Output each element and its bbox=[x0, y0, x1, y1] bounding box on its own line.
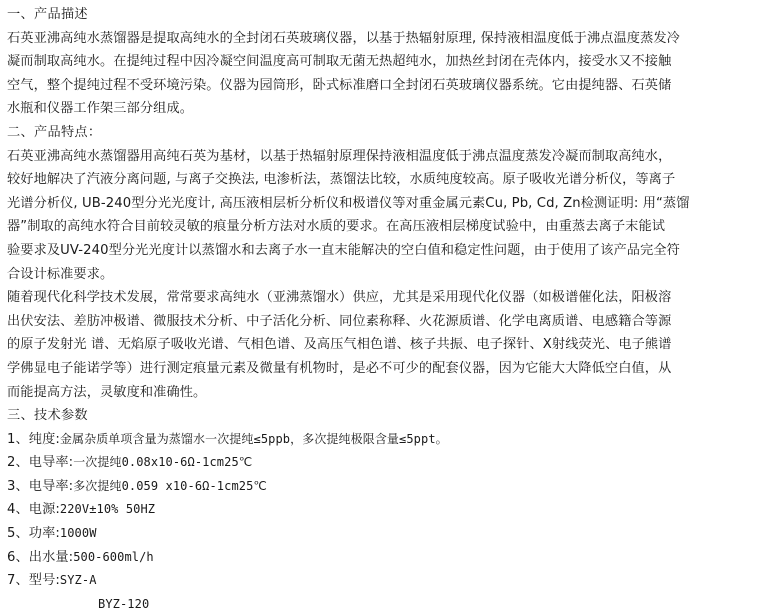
features-line: 石英亚沸高纯水蒸馏器用高纯石英为基材，以基于热辐射原理保持液相温度低于沸点温度蒸发冷凝而制取高纯水， bbox=[7, 148, 672, 164]
features-line: 光谱分析仪, UB-240型分光光度计, 高压液相层析分析仪和极谱仪等对重金属元素Cu, Pb, Cd, Zn检测证明: 用“蒸馏 bbox=[7, 195, 690, 211]
spec-value: 220V±10% 50HZ bbox=[59, 502, 156, 517]
spec-value: 金属杂质单项含量为蒸馏水一次提纯≤5ppb，多次提纯极限含量≤5ppt。 bbox=[59, 431, 448, 446]
spec-purity bbox=[7, 428, 759, 452]
features-line: 合设计标准要求。 bbox=[7, 266, 114, 282]
spec-model bbox=[7, 569, 759, 593]
description-line: 水瓶和仪器工作架三部分组成。 bbox=[7, 101, 194, 117]
spec-conductivity-single bbox=[7, 451, 759, 475]
spec-label: 4、电源: bbox=[7, 502, 60, 518]
description-line: 石英亚沸高纯水蒸馏器是提取高纯水的全封闭石英玻璃仪器，以基于热辐射原理, 保持液相温度低于沸点温度蒸发冷 bbox=[7, 30, 680, 46]
features-line: 较好地解决了汽液分离问题, 与离子交换法, 电渗析法，蒸馏法比较，水质纯度较高。原子吸收光谱分析仪，等离子 bbox=[7, 172, 676, 188]
section-heading-specs: 三、技术参数 bbox=[7, 408, 88, 424]
spec-value: 多次提纯0.059 x10-6Ω-1cm25℃ bbox=[73, 478, 268, 493]
features-line: 器”制取的高纯水符合目前较灵敏的痕量分析方法对水质的要求。在高压液相层梯度试验中，由重蒸去离子末能试 bbox=[7, 219, 666, 235]
spec-power-supply bbox=[7, 498, 759, 522]
section-heading-features: 二、产品特点： bbox=[7, 124, 102, 140]
spec-output bbox=[7, 546, 759, 570]
features-line: 随着现代化科学技术发展，常常要求高纯水（亚沸蒸馏水）供应，尤其是采用现代化仪器（如极谱催化法，阳极溶 bbox=[7, 290, 672, 306]
spec-model-extra bbox=[7, 593, 759, 616]
spec-value: 500-600ml/h bbox=[73, 549, 154, 564]
features-line: 的原子发射光 谱、无焰原子吸收光谱、气相色谱、及高压气相色谱、核子共振、电子探针、X射线荧光、电子熊谱 bbox=[7, 337, 672, 353]
spec-power bbox=[7, 522, 759, 546]
spec-label: 7、型号: bbox=[7, 573, 60, 589]
spec-label: 6、出水量: bbox=[7, 549, 74, 565]
description-line: 凝而制取高纯水。在提纯过程中因冷凝空间温度高可制取无菌无热超纯水，加热丝封闭在壳体内，接受水又不接触 bbox=[7, 54, 672, 70]
spec-value: 一次提纯0.08x10-6Ω-1cm25℃ bbox=[73, 455, 253, 470]
features-line: 验要求及UV-240型分光光度计以蒸馏水和去离子水一直末能解决的空白值和稳定性问题，由于使用了该产品完全符 bbox=[7, 242, 680, 258]
spec-label: 2、电导率: bbox=[7, 455, 74, 471]
spec-value: 1000W bbox=[59, 526, 97, 541]
features-line: 出伏安法、差肪冲极谱、微服技术分析、中子活化分析、同位素称释、火花源质谱、化学电离质谱、电感籍合等源 bbox=[7, 313, 672, 329]
section-heading-description: 一、产品描述 bbox=[7, 7, 88, 22]
spec-label: 5、功率: bbox=[7, 526, 60, 542]
spec-label: 3、电导率: bbox=[7, 478, 74, 494]
spec-label: 1、纯度: bbox=[7, 431, 60, 447]
spec-conductivity-multiple bbox=[7, 475, 759, 499]
features-line: 学佛显电子能诺学等）进行测定痕量元素及微量有机物时，是必不可少的配套仪器，因为它能大大降低空白值，从 bbox=[7, 360, 672, 376]
spec-value: BYZ-120 bbox=[98, 596, 150, 611]
spec-value: SYZ-A bbox=[59, 573, 97, 588]
description-line: 空气，整个提纯过程不受环境污染。仪器为园筒形，卧式标准磨口全封闭石英玻璃仪器系统。它由提纯器、石英储 bbox=[7, 77, 672, 93]
features-line: 而能提高方法，灵敏度和准确性。 bbox=[7, 384, 207, 400]
